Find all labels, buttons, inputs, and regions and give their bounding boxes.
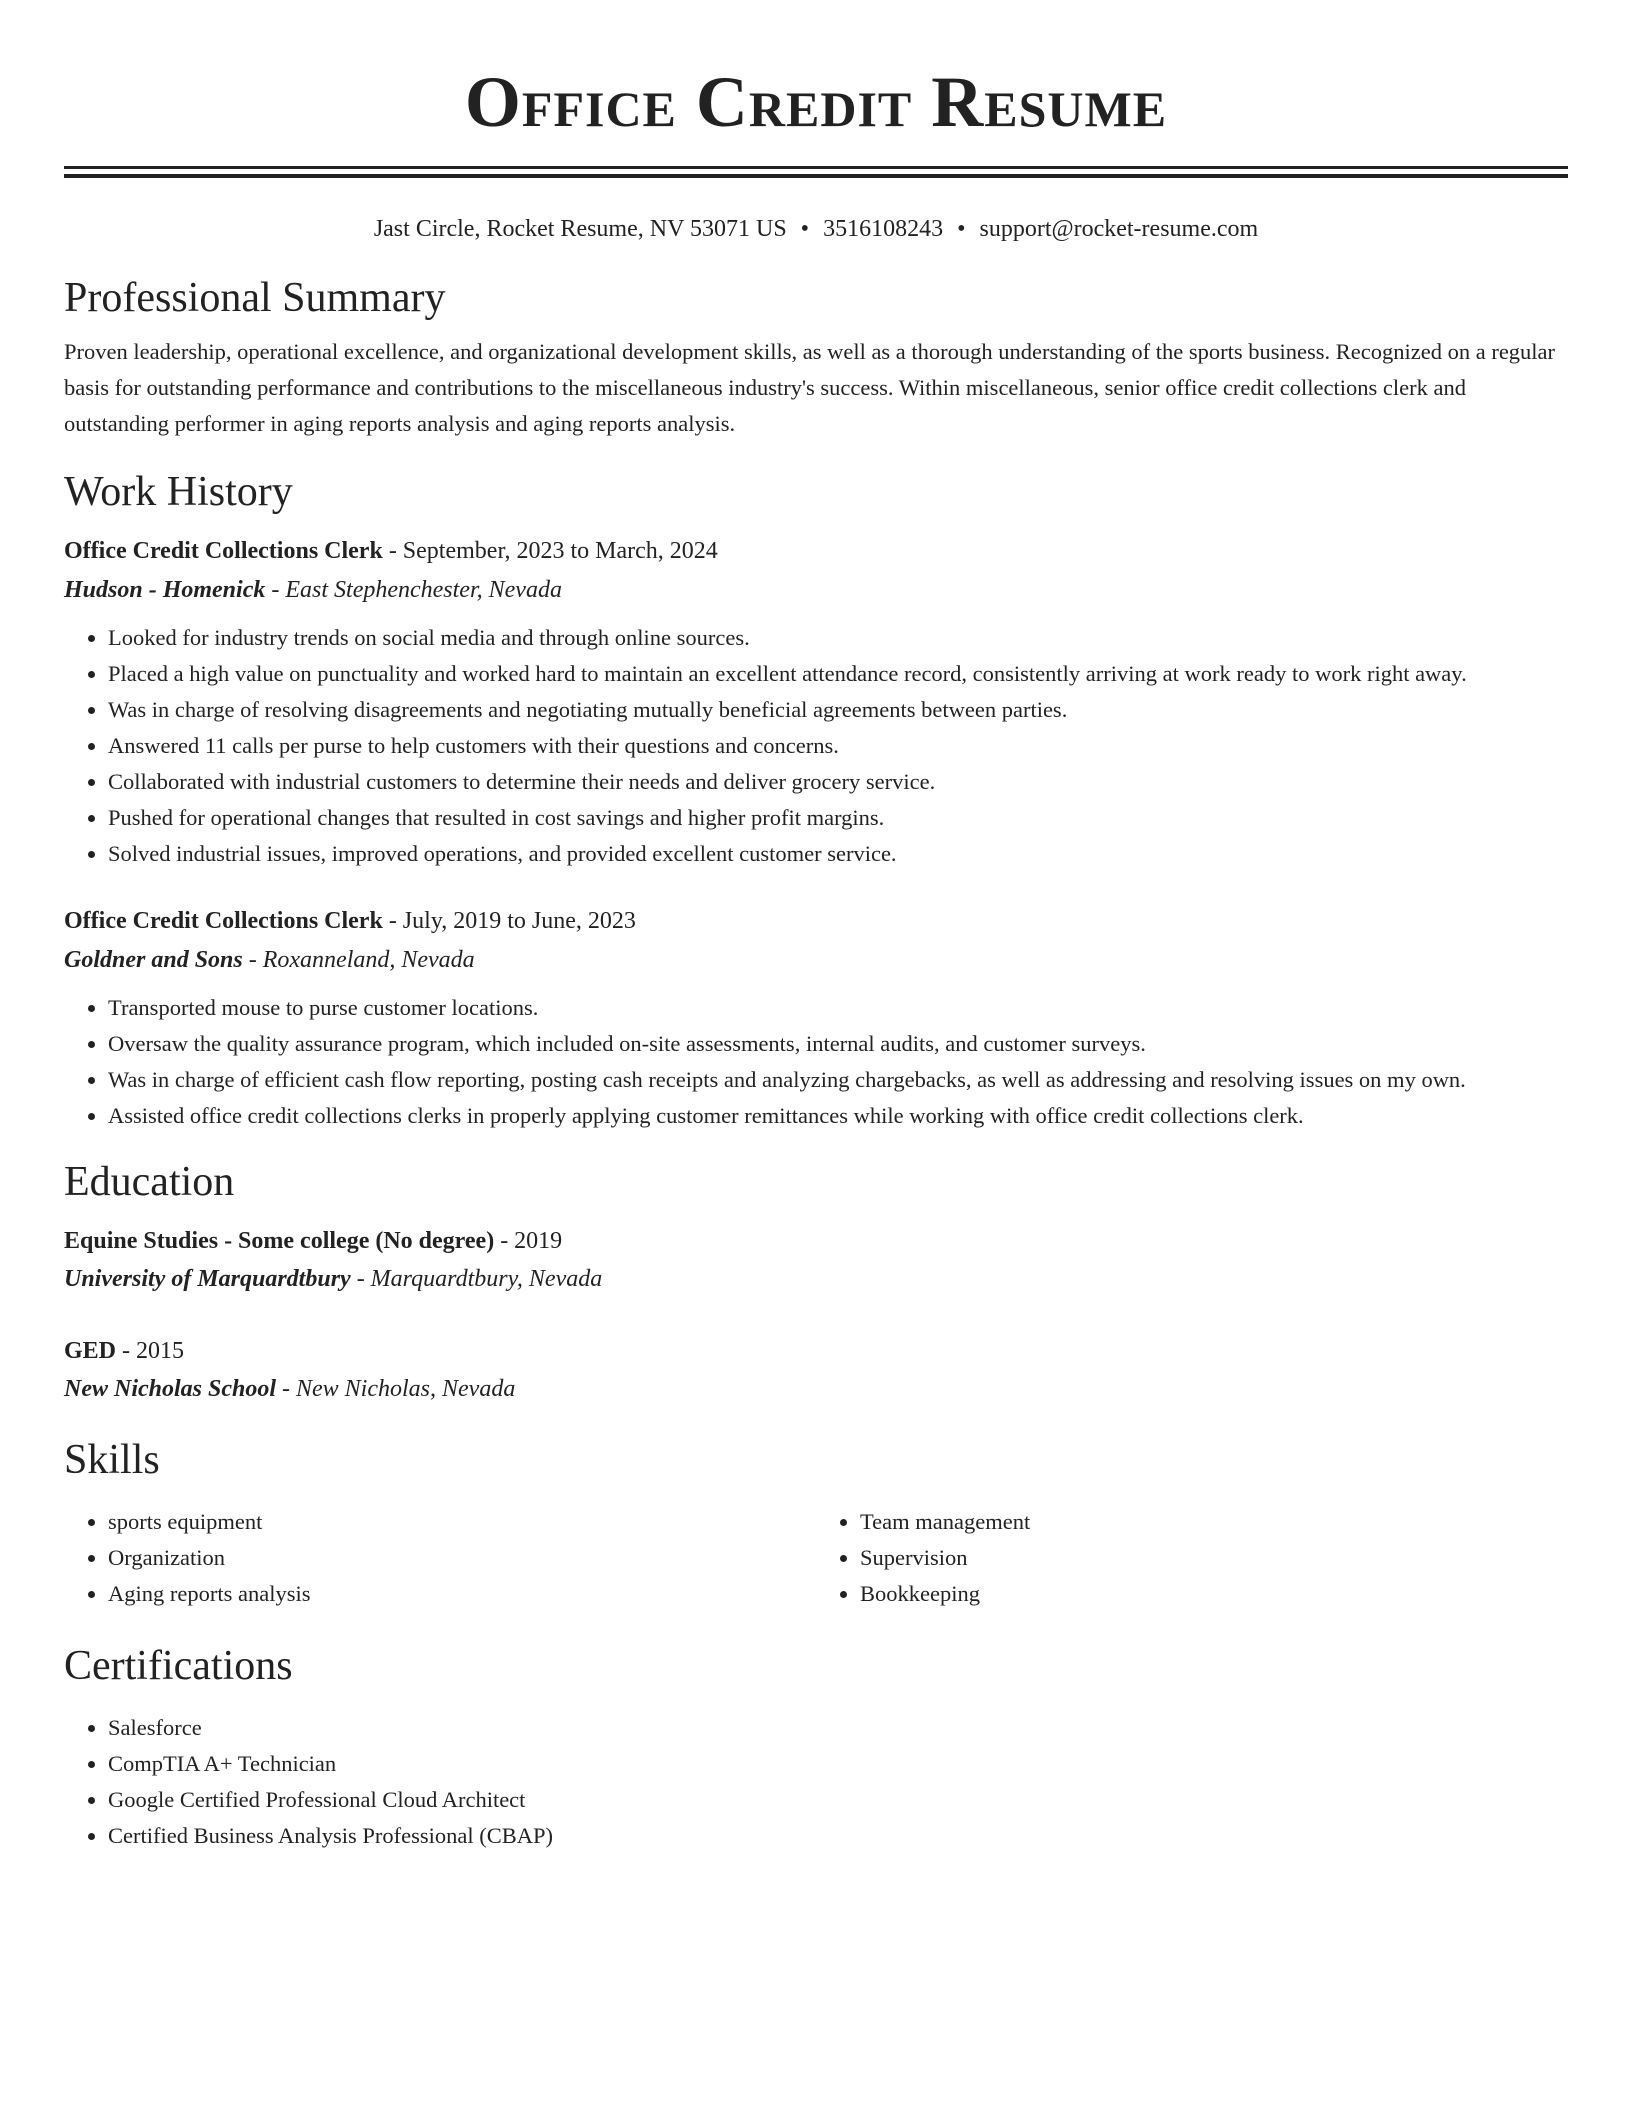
section-heading-education: Education <box>64 1159 235 1205</box>
job-entry <box>64 532 1568 872</box>
job-header <box>64 532 1568 570</box>
education-school: University of Marquardtbury <box>64 1266 351 1292</box>
contact-phone: 3516108243 <box>823 216 944 242</box>
list-item: • Looked for industry trends on social media and through online sources. <box>108 620 1568 656</box>
list-item: • Solved industrial issues, improved operations, and provided excellent customer service. <box>108 836 1568 872</box>
certification-item: • Salesforce <box>108 1710 1568 1746</box>
education-location: - New Nicholas, Nevada <box>276 1376 516 1402</box>
list-item: • Was in charge of efficient cash flow reporting, posting cash receipts and analyzing chargebacks, as well as addressing and resolving issues on my own. <box>108 1062 1568 1098</box>
skills-list-right <box>816 1504 1568 1612</box>
job-header <box>64 902 1568 940</box>
education-entry <box>64 1332 1568 1408</box>
education-institution <box>64 1370 1568 1408</box>
job-title: Office Credit Collections Clerk <box>64 908 383 934</box>
title-divider-bottom <box>64 174 1568 178</box>
job-dates: - July, 2019 to June, 2023 <box>382 908 636 934</box>
section-heading-skills: Skills <box>64 1437 160 1483</box>
contact-line <box>64 214 1568 244</box>
education-school: New Nicholas School <box>64 1376 277 1402</box>
list-item: • Collaborated with industrial customers to determine their needs and deliver grocery service. <box>108 764 1568 800</box>
contact-separator: • <box>957 216 966 242</box>
education-header <box>64 1222 1568 1260</box>
list-item: • Transported mouse to purse customer locations. <box>108 990 1568 1026</box>
resume-title: Office Credit Resume <box>464 62 1168 142</box>
job-employer <box>64 570 1568 610</box>
skill-item: • Bookkeeping <box>860 1576 1568 1612</box>
education-header <box>64 1332 1568 1370</box>
job-bullets <box>64 620 1568 872</box>
list-item: • Pushed for operational changes that resulted in cost savings and higher profit margins. <box>108 800 1568 836</box>
list-item: • Oversaw the quality assurance program, which included on-site assessments, internal audits, and customer surveys. <box>108 1026 1568 1062</box>
work-history-section <box>64 466 1568 1134</box>
education-year: - 2015 <box>116 1338 185 1364</box>
job-company: Hudson - Homenick <box>64 577 266 603</box>
list-item: • Was in charge of resolving disagreements and negotiating mutually beneficial agreements between parties. <box>108 692 1568 728</box>
certification-item: • Google Certified Professional Cloud Architect <box>108 1782 1568 1818</box>
certification-item: • Certified Business Analysis Professional (CBAP) <box>108 1818 1568 1854</box>
skills-list-left <box>64 1504 816 1612</box>
section-heading-certifications: Certifications <box>64 1643 293 1689</box>
job-bullets <box>64 990 1568 1134</box>
summary-text: Proven leadership, operational excellence, and organizational development skills, as well as a thorough understanding of the sports business. Recognized on a regular basis for outstanding performance and contributions to the miscellaneous industry's success. Within miscellaneous, senior office credit collections clerk and outstanding performer in aging reports analysis and aging reports analysis. <box>64 339 1556 436</box>
education-degree: GED <box>64 1338 117 1364</box>
job-location: - East Stephenchester, Nevada <box>265 577 562 603</box>
skill-item: • sports equipment <box>108 1504 816 1540</box>
skill-item: • Organization <box>108 1540 816 1576</box>
education-year: - 2019 <box>494 1228 563 1254</box>
summary-section <box>64 272 1568 442</box>
contact-email: support@rocket-resume.com <box>979 216 1259 242</box>
skill-item: • Aging reports analysis <box>108 1576 816 1612</box>
education-degree: Equine Studies - Some college (No degree) <box>64 1228 495 1254</box>
list-item: • Answered 11 calls per purse to help customers with their questions and concerns. <box>108 728 1568 764</box>
contact-address: Jast Circle, Rocket Resume, NV 53071 US <box>373 216 787 242</box>
list-item: • Assisted office credit collections clerks in properly applying customer remittances while working with office credit collections clerk. <box>108 1098 1568 1134</box>
job-dates: - September, 2023 to March, 2024 <box>382 538 718 564</box>
section-heading-work-history: Work History <box>64 469 293 515</box>
certifications-list <box>64 1710 1568 1854</box>
certification-item: • CompTIA A+ Technician <box>108 1746 1568 1782</box>
skills-columns <box>64 1504 1568 1612</box>
skill-item: • Team management <box>860 1504 1568 1540</box>
section-heading-summary: Professional Summary <box>64 275 446 321</box>
education-location: - Marquardtbury, Nevada <box>350 1266 603 1292</box>
education-institution <box>64 1260 1568 1298</box>
title-divider-top <box>64 166 1568 169</box>
job-employer <box>64 940 1568 980</box>
job-entry <box>64 902 1568 1134</box>
contact-separator: • <box>800 216 810 242</box>
skill-item: • Supervision <box>860 1540 1568 1576</box>
job-company: Goldner and Sons <box>64 947 243 973</box>
job-title: Office Credit Collections Clerk <box>64 538 383 564</box>
education-section <box>64 1156 1568 1408</box>
education-entry <box>64 1222 1568 1298</box>
skills-section <box>64 1434 1568 1612</box>
job-location: - Roxanneland, Nevada <box>242 947 475 973</box>
certifications-section <box>64 1640 1568 1854</box>
resume-page <box>64 0 1568 1854</box>
list-item: • Placed a high value on punctuality and worked hard to maintain an excellent attendance record, consistently arriving at work ready to work right away. <box>108 656 1568 692</box>
